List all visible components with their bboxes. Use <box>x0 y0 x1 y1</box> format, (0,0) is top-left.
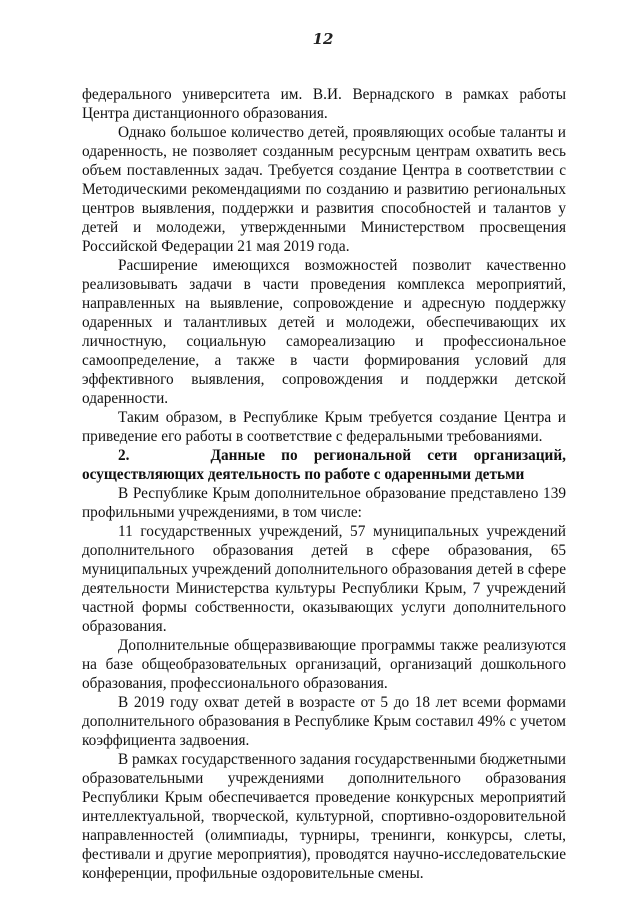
section-heading <box>82 446 566 484</box>
paragraph-continuation: федерального университета им. В.И. Вернадского в рамках работы Центра дистанционного образования. <box>82 86 566 122</box>
paragraph: Таким образом, в Республике Крым требуется создание Центра и приведение его работы в соответствие с федеральными требованиями. <box>82 409 566 445</box>
section-number: 2. <box>118 447 211 464</box>
page-number: 12 <box>312 30 334 48</box>
paragraph: 11 государственных учреждений, 57 муниципальных учреждений дополнительного образования детей в сфере образования, 65 муниципальных учреждений дополнительного образования детей в сфере деятельности Министерства культуры Республики Крым, 7 учреждений частной формы собственности, оказывающих услуги дополнительного образования. <box>82 523 566 635</box>
paragraph: Дополнительные общеразвивающие программы также реализуются на базе общеобразовательных организаций, организаций дошкольного образования, профессионального образования. <box>82 637 566 692</box>
paragraph: Расширение имеющихся возможностей позволит качественно реализовывать задачи в части проведения комплекса мероприятий, направленных на выявление, сопровождение и адресную поддержку одаренных и талантливых детей и молодежи, обеспечивающих их личностную, социальную самореализацию и профессиональное самоопределение, а также в части формирования условий для эффективного выявления, сопровождения и поддержки детской одаренности. <box>82 257 566 407</box>
paragraph: В 2019 году охват детей в возрасте от 5 до 18 лет всеми формами дополнительного образования в Республике Крым составил 49% с учетом коэффициента задвоения. <box>82 694 566 749</box>
paragraph: В рамках государственного задания государственными бюджетными образовательными учреждениями дополнительного образования Республики Крым обеспечивается проведение конкурсных мероприятий интеллектуальной, творческой, культурной, спортивно-оздоровительной направленностей (олимпиады, турниры, тренинги, конкурсы, слеты, фестивали и другие мероприятия), проводятся научно-исследовательские конференции, профильные оздоровительные смены. <box>82 751 566 882</box>
document-body <box>82 85 566 883</box>
paragraph: В Республике Крым дополнительное образование представлено 139 профильными учреждениями, в том числе: <box>82 485 566 521</box>
paragraph: Однако большое количество детей, проявляющих особые таланты и одаренность, не позволяет созданным ресурсным центрам охватить весь объем поставленных задач. Требуется создание Центра в соответствии с Методическими рекомендациями по созданию и развитию региональных центров выявления, поддержки и развития способностей и талантов у детей и молодежи, утвержденными Министерством просвещения Российской Федерации 21 мая 2019 года. <box>82 124 566 255</box>
section-title: Данные по региональной сети организаций, осуществляющих деятельность по работе с одаренными детьми <box>82 447 567 483</box>
